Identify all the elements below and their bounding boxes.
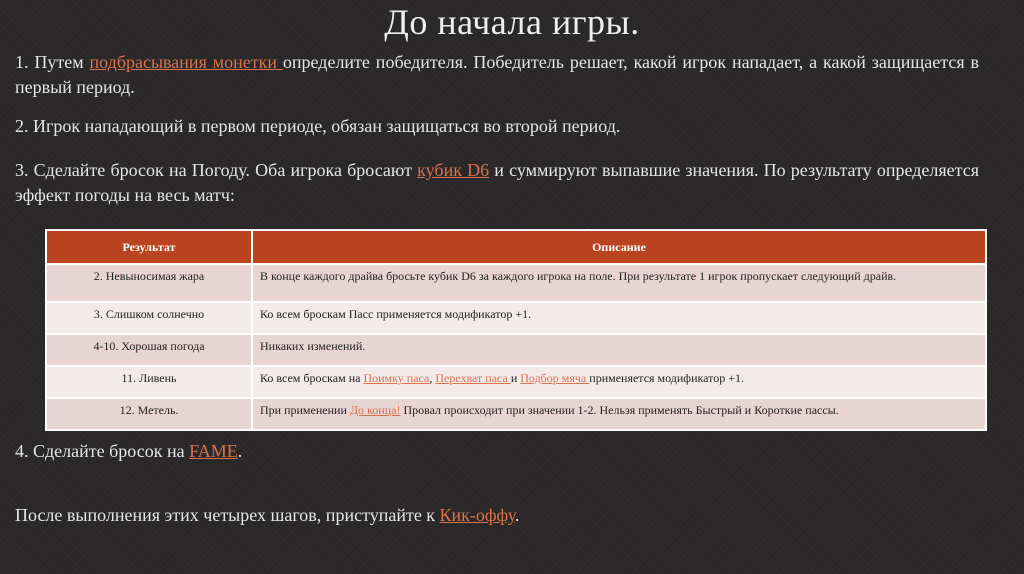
description-cell (252, 398, 986, 430)
slide-title: До начала игры. (384, 2, 640, 42)
rain-desc-prefix: Ко всем броскам на (260, 371, 364, 385)
intercept-pass-link[interactable]: Перехват паса (435, 371, 511, 385)
kickoff-link[interactable]: Кик-оффу (439, 505, 515, 525)
table-row (46, 398, 986, 430)
final-suffix: . (514, 505, 520, 525)
result-cell: 2. Невыносимая жара (46, 264, 252, 302)
step-3-paragraph (15, 158, 979, 208)
description-cell (252, 366, 986, 398)
final-paragraph (15, 503, 979, 528)
weather-table (45, 229, 987, 431)
step-1-paragraph (15, 50, 979, 100)
header-description: Описание (252, 230, 986, 264)
to-the-end-link[interactable]: До конца! (349, 403, 401, 417)
step-4-suffix: . (237, 441, 243, 461)
coin-toss-link[interactable]: подбрасывания монетки (89, 52, 283, 72)
table-row (46, 264, 986, 302)
blizzard-desc-suffix: Провал происходит при значении 1-2. Нельзя применять Быстрый и Короткие пассы. (400, 403, 839, 417)
description-cell: В конце каждого драйва бросьте кубик D6 за каждого игрока на поле. При результате 1 игрок пропускает следующий драйв. (252, 264, 986, 302)
table-row (46, 366, 986, 398)
blizzard-desc-prefix: При применении (260, 403, 350, 417)
step-4-paragraph (15, 439, 979, 464)
result-cell: 11. Ливень (46, 366, 252, 398)
header-result: Результат (46, 230, 252, 264)
table-row (46, 302, 986, 334)
step-1-suffix: определите победителя. Победитель решает, какой игрок нападает, а какой защищается в первый период. (15, 52, 979, 97)
description-cell: Ко всем броскам Пасс применяется модификатор +1. (252, 302, 986, 334)
rain-sep-2: и (510, 371, 521, 385)
description-cell: Никаких изменений. (252, 334, 986, 366)
step-4-prefix: 4. Сделайте бросок на (15, 441, 190, 461)
rain-desc-suffix: применяется модификатор +1. (589, 371, 745, 385)
step-3-prefix: 3. Сделайте бросок на Погоду. Оба игрока бросают (15, 160, 418, 180)
step-3-suffix: и суммируют выпавшие значения. По результату определяется эффект погоды на весь матч: (15, 160, 979, 205)
catch-pass-link[interactable]: Поимку паса (363, 371, 430, 385)
rain-sep-1: , (429, 371, 436, 385)
step-1-prefix: 1. Путем (15, 52, 90, 72)
weather-table-header-row (46, 230, 986, 264)
step-2-paragraph: 2. Игрок нападающий в первом периоде, обязан защищаться во второй период. (15, 116, 621, 136)
fame-link[interactable]: FAME (189, 441, 238, 461)
table-row (46, 334, 986, 366)
result-cell: 4-10. Хорошая погода (46, 334, 252, 366)
result-cell: 12. Метель. (46, 398, 252, 430)
d6-dice-link[interactable]: кубик D6 (417, 160, 490, 180)
result-cell: 3. Слишком солнечно (46, 302, 252, 334)
pick-up-ball-link[interactable]: Подбор мяча (520, 371, 590, 385)
final-prefix: После выполнения этих четырех шагов, приступайте к (15, 505, 440, 525)
